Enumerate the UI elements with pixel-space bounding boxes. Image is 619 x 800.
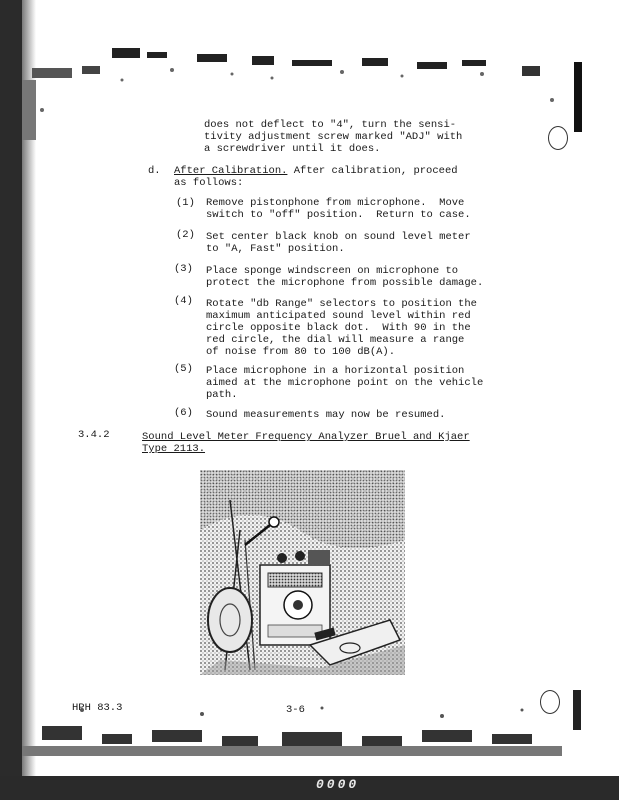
step-3-line-1: Place sponge windscreen on microphone to [206,265,459,277]
step-3-line-2: protect the microphone from possible damage. [206,277,484,289]
step-2-line-2: to "A, Fast" position. [206,243,345,255]
step-2-line-1: Set center black knob on sound level meter [206,231,471,243]
step-2-number: (2) [176,229,195,241]
step-5-line-1: Place microphone in a horizontal position [206,365,465,377]
footer-doc-code: HPH 83.3 [72,702,123,714]
step-5-line-2: aimed at the microphone point on the vehicle [206,377,484,389]
section-title-line-2: Type 2113. [142,443,206,455]
step-1-number: (1) [176,197,195,209]
section-number: 3.4.2 [78,429,110,441]
step-4-line-2: maximum anticipated sound level within red [206,310,471,322]
step-6-number: (6) [174,407,193,419]
step-4-line-4: red circle, the dial will measure a range [206,334,465,346]
footer-page-number: 3-6 [286,704,305,716]
item-d-letter: d. [148,165,161,177]
step-3-number: (3) [174,263,193,275]
item-d-line-2: as follows: [174,177,244,189]
step-1-line-2: switch to "off" position. Return to case. [206,209,471,221]
step-4-line-5: of noise from 80 to 100 dB(A). [206,346,396,358]
section-title-line-1: Sound Level Meter Frequency Analyzer Bruel and Kjaer [142,431,470,443]
step-4-line-1: Rotate "db Range" selectors to position the [206,298,477,310]
paragraph-c-line-1: does not deflect to "4", turn the sensi- [204,119,457,131]
scan-bottom-code: 0000 [316,777,360,792]
step-5-number: (5) [174,363,193,375]
step-4-number: (4) [174,295,193,307]
sound-level-meter-photo [200,470,405,675]
paragraph-c-line-2: tivity adjustment screw marked "ADJ" with [204,131,463,143]
step-6-line-1: Sound measurements may now be resumed. [206,409,446,421]
scan-left-edge [0,0,22,800]
step-4-line-3: circle opposite black dot. With 90 in the [206,322,471,334]
step-1-line-1: Remove pistonphone from microphone. Move [206,197,465,209]
item-d-title: After Calibration. [174,165,288,177]
scan-bottom-edge [0,776,619,800]
item-d-rest: After calibration, proceed [287,165,458,177]
paragraph-c-line-3: a screwdriver until it does. [204,143,381,155]
item-d-line-1 [174,166,458,178]
step-5-line-3: path. [206,389,238,401]
